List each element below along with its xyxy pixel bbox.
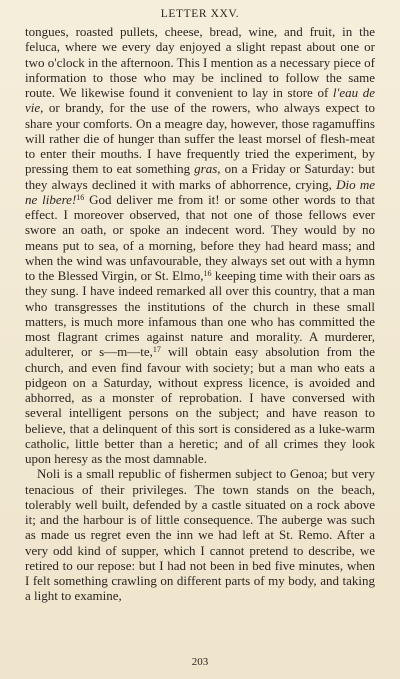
text-run: God deliver me from it! or some other words to that effect. I moreover observed, that not one of those fellows ever swore an oath, or spoke an indecent word. They would by no means put to sea, of a morning, before they had heard mass; and when the wind was unfavourable, they always set out with a hymn to the Blessed Virgin, or St. Elmo,: [25, 191, 375, 283]
text-run: , or brandy, for the use of the rowers, who always expect to share your comforts. On a meagre day, however, those ragamuffins will rather die of hunger than suffer the least morsel of flesh-meat to enter their mouths. I have frequently tried the experiment, by pressing them to eat something: [25, 100, 375, 177]
text-run: keeping time with their oars as they sung. I have indeed remarked all over this country, that a man who transgresses the institutions of the church in these small matters, is much more infamous than one who has committed the most flagrant crimes against nature and morality. A murderer, adulterer, or s—m—te,: [25, 268, 375, 360]
text-run: , on a Friday or Saturday: but they always declined it with marks of abhorrence, crying,: [25, 161, 375, 192]
italic-phrase: l'eau de vie: [25, 85, 375, 116]
paragraph: [25, 24, 375, 466]
page-number: 203: [191, 656, 209, 668]
italic-phrase: gras: [194, 161, 218, 177]
text-run: tongues, roasted pullets, cheese, bread, wine, and fruit, in the feluca, where we every day enjoyed a slight repast about one or two o'clock in the afternoon. This I mention as a necessary piece of information to those who may be inclined to follow the same route. We likewise found it convenient to lay in store of: [25, 24, 375, 100]
footnote-marker: 16: [203, 269, 212, 278]
text-run: Noli is a small republic of fishermen subject to Genoa; but very tenacious of their privileges. The town stands on the beach, tolerably well built, defended by a castle situated on a rock above it; and the harbour is of little consequence. The auberge was such as made us regret even the inn we had left at St. Remo. After a very odd kind of supper, which I cannot pretend to describe, we retired to our repose: but I had not been in bed five minutes, when I felt something crawling on different parts of my body, and taking a light to examine,: [25, 466, 375, 604]
text-run: will obtain easy absolution from the church, and even find favour with society; but a man who eats a pidgeon on a Saturday, without express licence, is avoided and abhorred, as a monster of reprobation. I have conversed with several intelligent persons on the subject; and have reason to believe, that a delinquent of this sort is considered as a luke-warm catholic, little better than a heretic; and of all crimes they look upon heresy as the most damnable.: [25, 344, 375, 466]
paragraph: [25, 466, 375, 603]
footnote-marker: 16: [76, 192, 85, 202]
footnote-marker: 17: [152, 345, 161, 355]
italic-phrase: Dio me ne libere!: [25, 176, 375, 207]
body-text: [25, 24, 375, 604]
running-header: LETTER XXV.: [160, 8, 240, 20]
